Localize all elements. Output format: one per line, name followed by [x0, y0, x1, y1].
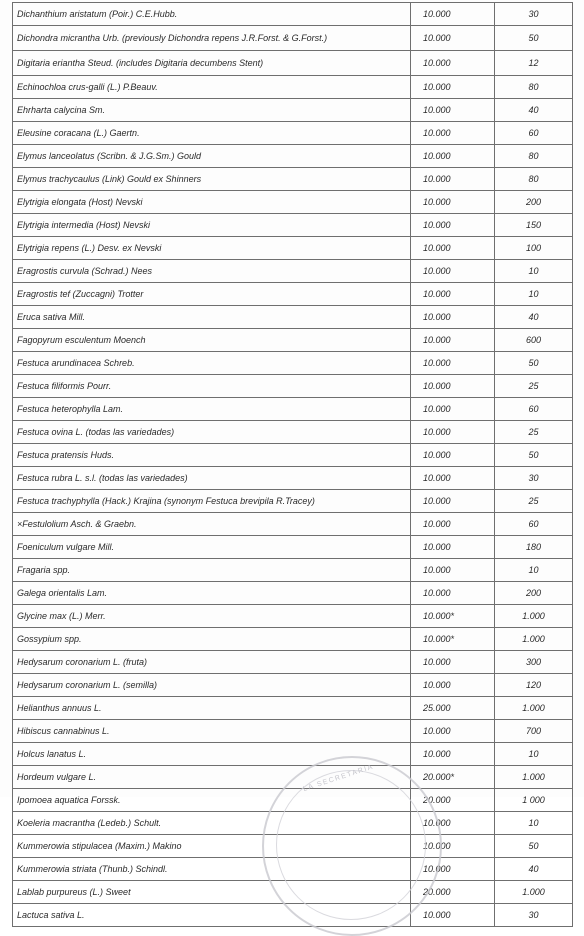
table-row: [13, 628, 573, 651]
species-name-cell: Ehrharta calycina Sm.: [13, 99, 411, 122]
species-name-cell: Holcus lanatus L.: [13, 743, 411, 766]
table-row: [13, 559, 573, 582]
species-name-cell: Festuca filiformis Pourr.: [13, 375, 411, 398]
sample-weight-cell: 60: [495, 398, 573, 421]
sample-weight-cell: 10: [495, 283, 573, 306]
lot-weight-cell: 10.000: [411, 283, 495, 306]
species-name-cell: ×Festulolium Asch. & Graebn.: [13, 513, 411, 536]
species-name-cell: Digitaria eriantha Steud. (includes Digitaria decumbens Stent): [13, 51, 411, 76]
sample-weight-cell: 1 000: [495, 789, 573, 812]
species-name-cell: Gossypium spp.: [13, 628, 411, 651]
species-name-cell: Elytrigia repens (L.) Desv. ex Nevski: [13, 237, 411, 260]
species-name-cell: Glycine max (L.) Merr.: [13, 605, 411, 628]
lot-weight-cell: 10.000: [411, 858, 495, 881]
sample-weight-cell: 30: [495, 904, 573, 927]
table-row: [13, 490, 573, 513]
sample-weight-cell: 40: [495, 858, 573, 881]
table-row: [13, 122, 573, 145]
lot-weight-cell: 10.000: [411, 26, 495, 51]
lot-weight-cell: 10.000: [411, 168, 495, 191]
species-name-cell: Dichondra micrantha Urb. (previously Dichondra repens J.R.Forst. & G.Forst.): [13, 26, 411, 51]
sample-weight-cell: 100: [495, 237, 573, 260]
species-name-cell: Kummerowia striata (Thunb.) Schindl.: [13, 858, 411, 881]
table-row: [13, 743, 573, 766]
species-name-cell: Hedysarum coronarium L. (semilla): [13, 674, 411, 697]
sample-weight-cell: 25: [495, 375, 573, 398]
species-name-cell: Festuca rubra L. s.l. (todas las variedades): [13, 467, 411, 490]
table-row: [13, 674, 573, 697]
lot-weight-cell: 10.000: [411, 214, 495, 237]
table-row: [13, 375, 573, 398]
species-name-cell: Lablab purpureus (L.) Sweet: [13, 881, 411, 904]
table-row: [13, 444, 573, 467]
species-name-cell: Hordeum vulgare L.: [13, 766, 411, 789]
table-row: [13, 26, 573, 51]
table-row: [13, 237, 573, 260]
lot-weight-cell: 10.000: [411, 674, 495, 697]
species-name-cell: Festuca pratensis Huds.: [13, 444, 411, 467]
table-row: [13, 76, 573, 99]
sample-weight-cell: 80: [495, 168, 573, 191]
lot-weight-cell: 10.000: [411, 76, 495, 99]
species-name-cell: Galega orientalis Lam.: [13, 582, 411, 605]
sample-weight-cell: 12: [495, 51, 573, 76]
lot-weight-cell: 10.000: [411, 835, 495, 858]
lot-weight-cell: 10.000: [411, 651, 495, 674]
species-name-cell: Elymus lanceolatus (Scribn. & J.G.Sm.) Gould: [13, 145, 411, 168]
lot-weight-cell: 10.000: [411, 260, 495, 283]
species-name-cell: Lactuca sativa L.: [13, 904, 411, 927]
species-name-cell: Eleusine coracana (L.) Gaertn.: [13, 122, 411, 145]
official-stamp: [262, 756, 442, 936]
sample-weight-cell: 1.000: [495, 605, 573, 628]
lot-weight-cell: 10.000: [411, 582, 495, 605]
sample-weight-cell: 60: [495, 513, 573, 536]
sample-weight-cell: 300: [495, 651, 573, 674]
table-row: [13, 260, 573, 283]
sample-weight-cell: 40: [495, 99, 573, 122]
table-row: [13, 536, 573, 559]
table-row: [13, 467, 573, 490]
lot-weight-cell: 10.000: [411, 421, 495, 444]
sample-weight-cell: 25: [495, 421, 573, 444]
lot-weight-cell: 10.000: [411, 191, 495, 214]
sample-weight-cell: 50: [495, 835, 573, 858]
sample-weight-cell: 200: [495, 191, 573, 214]
sample-weight-cell: 30: [495, 467, 573, 490]
sample-weight-cell: 10: [495, 743, 573, 766]
table-row: [13, 191, 573, 214]
sample-weight-cell: 1.000: [495, 766, 573, 789]
species-name-cell: Ipomoea aquatica Forssk.: [13, 789, 411, 812]
species-name-cell: Echinochloa crus-galli (L.) P.Beauv.: [13, 76, 411, 99]
sample-weight-cell: 80: [495, 145, 573, 168]
table-row: [13, 168, 573, 191]
species-name-cell: Kummerowia stipulacea (Maxim.) Makino: [13, 835, 411, 858]
table-row: [13, 214, 573, 237]
species-name-cell: Festuca arundinacea Schreb.: [13, 352, 411, 375]
sample-weight-cell: 200: [495, 582, 573, 605]
lot-weight-cell: 10.000: [411, 720, 495, 743]
lot-weight-cell: 10.000: [411, 536, 495, 559]
table-row: [13, 329, 573, 352]
lot-weight-cell: 10.000: [411, 812, 495, 835]
sample-weight-cell: 60: [495, 122, 573, 145]
sample-weight-cell: 50: [495, 26, 573, 51]
table-row: [13, 283, 573, 306]
lot-weight-cell: 10.000: [411, 145, 495, 168]
sample-weight-cell: 50: [495, 444, 573, 467]
species-name-cell: Festuca trachyphylla (Hack.) Krajina (synonym Festuca brevipila R.Tracey): [13, 490, 411, 513]
species-name-cell: Koeleria macrantha (Ledeb.) Schult.: [13, 812, 411, 835]
lot-weight-cell: 10.000: [411, 444, 495, 467]
table-row: [13, 651, 573, 674]
species-name-cell: Hedysarum coronarium L. (fruta): [13, 651, 411, 674]
table-row: [13, 421, 573, 444]
species-name-cell: Festuca ovina L. (todas las variedades): [13, 421, 411, 444]
lot-weight-cell: 10.000: [411, 513, 495, 536]
lot-weight-cell: 10.000: [411, 99, 495, 122]
species-name-cell: Elytrigia elongata (Host) Nevski: [13, 191, 411, 214]
species-name-cell: Eragrostis tef (Zuccagni) Trotter: [13, 283, 411, 306]
lot-weight-cell: 20.000: [411, 789, 495, 812]
lot-weight-cell: 10.000: [411, 559, 495, 582]
sample-weight-cell: 25: [495, 490, 573, 513]
sample-weight-cell: 10: [495, 812, 573, 835]
lot-weight-cell: 10.000: [411, 398, 495, 421]
sample-weight-cell: 40: [495, 306, 573, 329]
sample-weight-cell: 150: [495, 214, 573, 237]
table-row: [13, 697, 573, 720]
table-row: [13, 306, 573, 329]
species-name-cell: Helianthus annuus L.: [13, 697, 411, 720]
sample-weight-cell: 10: [495, 559, 573, 582]
table-row: [13, 513, 573, 536]
lot-weight-cell: 10.000: [411, 237, 495, 260]
table-row: [13, 3, 573, 26]
sample-weight-cell: 50: [495, 352, 573, 375]
lot-weight-cell: 20.000*: [411, 766, 495, 789]
sample-weight-cell: 700: [495, 720, 573, 743]
lot-weight-cell: 10.000: [411, 352, 495, 375]
species-name-cell: Dichanthium aristatum (Poir.) C.E.Hubb.: [13, 3, 411, 26]
table-row: [13, 51, 573, 76]
species-name-cell: Elytrigia intermedia (Host) Nevski: [13, 214, 411, 237]
species-name-cell: Foeniculum vulgare Mill.: [13, 536, 411, 559]
sample-weight-cell: 120: [495, 674, 573, 697]
species-name-cell: Elymus trachycaulus (Link) Gould ex Shinners: [13, 168, 411, 191]
table-row: [13, 720, 573, 743]
lot-weight-cell: 10.000*: [411, 628, 495, 651]
lot-weight-cell: 10.000: [411, 743, 495, 766]
lot-weight-cell: 10.000: [411, 3, 495, 26]
lot-weight-cell: 10.000*: [411, 605, 495, 628]
table-row: [13, 99, 573, 122]
lot-weight-cell: 10.000: [411, 375, 495, 398]
table-row: [13, 145, 573, 168]
lot-weight-cell: 10.000: [411, 490, 495, 513]
species-name-cell: Fagopyrum esculentum Moench: [13, 329, 411, 352]
sample-weight-cell: 1.000: [495, 881, 573, 904]
sample-weight-cell: 80: [495, 76, 573, 99]
species-name-cell: Hibiscus cannabinus L.: [13, 720, 411, 743]
lot-weight-cell: 20.000: [411, 881, 495, 904]
sample-weight-cell: 10: [495, 260, 573, 283]
sample-weight-cell: 1.000: [495, 697, 573, 720]
table-row: [13, 605, 573, 628]
sample-weight-cell: 30: [495, 3, 573, 26]
lot-weight-cell: 10.000: [411, 904, 495, 927]
table-row: [13, 398, 573, 421]
table-row: [13, 352, 573, 375]
sample-weight-cell: 600: [495, 329, 573, 352]
lot-weight-cell: 25.000: [411, 697, 495, 720]
sample-weight-cell: 1.000: [495, 628, 573, 651]
lot-weight-cell: 10.000: [411, 306, 495, 329]
lot-weight-cell: 10.000: [411, 51, 495, 76]
species-name-cell: Festuca heterophylla Lam.: [13, 398, 411, 421]
stamp-text: LA SECRETARIA: [302, 763, 375, 794]
lot-weight-cell: 10.000: [411, 467, 495, 490]
sample-weight-cell: 180: [495, 536, 573, 559]
species-name-cell: Eragrostis curvula (Schrad.) Nees: [13, 260, 411, 283]
lot-weight-cell: 10.000: [411, 122, 495, 145]
table-row: [13, 582, 573, 605]
species-name-cell: Fragaria spp.: [13, 559, 411, 582]
species-name-cell: Eruca sativa Mill.: [13, 306, 411, 329]
lot-weight-cell: 10.000: [411, 329, 495, 352]
